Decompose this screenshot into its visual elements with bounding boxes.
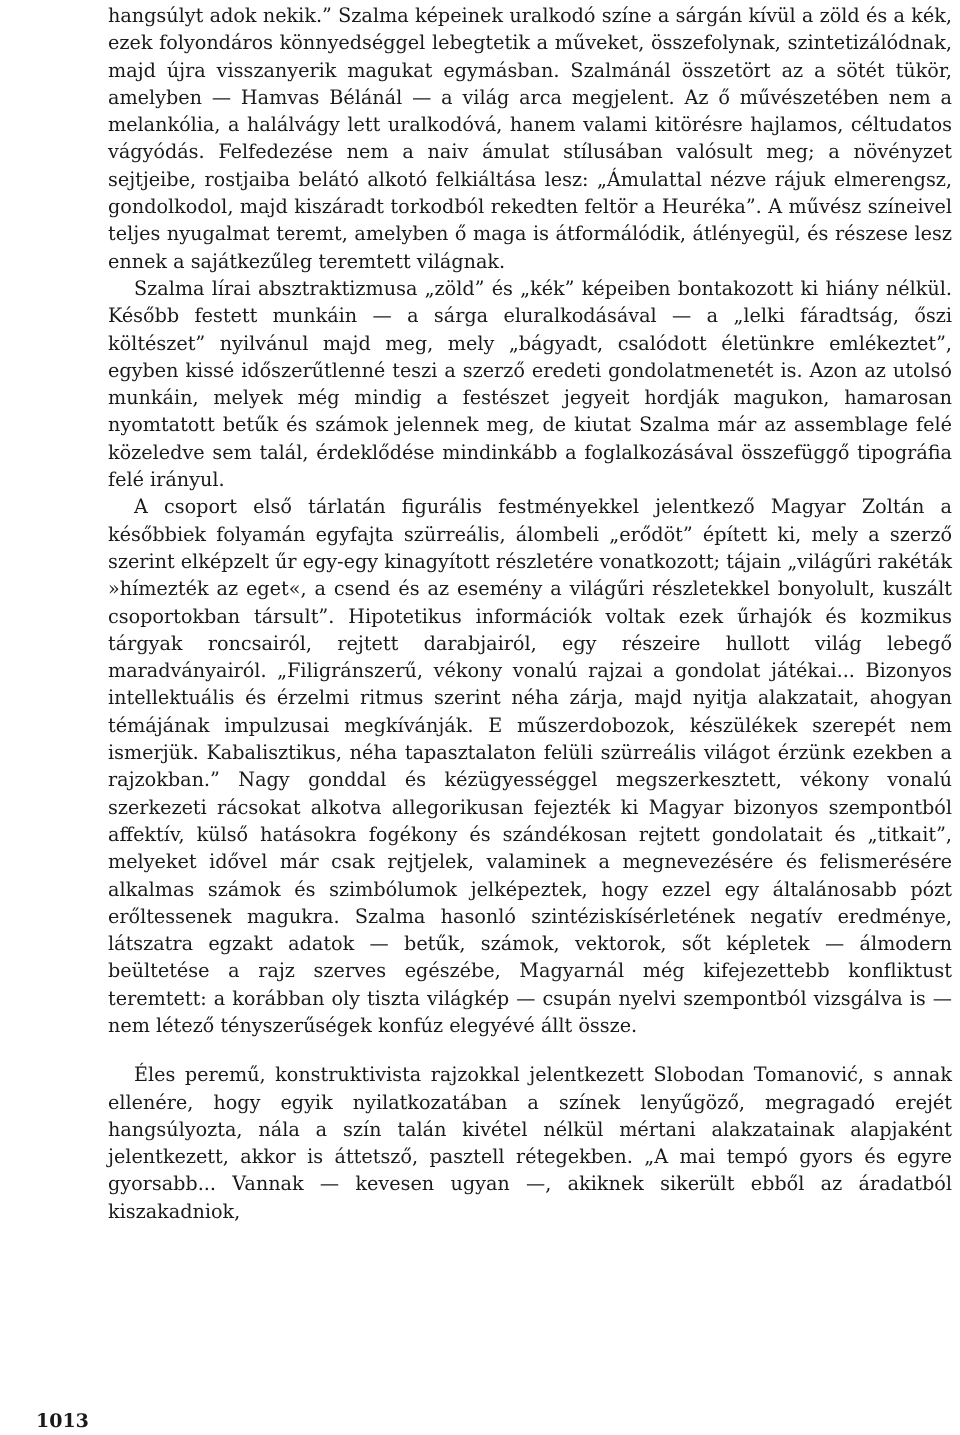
- paragraph-4: Éles peremű, konstruktivista rajzokkal jelentkezett Slobodan Tomanović, s annak ellenére, hogy egyik nyilatkozatában a színek lenyűgöző, megragadó erejét hangsúlyozta, nála a szín talán kivétel nélkül mértani alakzatainak alapjaként jelentkezett, akkor is áttetsző, pasztell rétegekben. „A mai tempó gyors és egyre gyorsabb... Vannak — kevesen ugyan —, akiknek sikerült ebből az áradatból kiszakadniok,: [108, 1063, 952, 1223]
- paragraph-3: A csoport első tárlatán figurális festményekkel jelentkező Magyar Zoltán a későbbiek folyamán egyfajta szürreális, álombeli „erődöt” épített ki, mely a szerző szerint elképzelt űr egy-egy kinagyított részletére vonatkozott; tájain „világűri rakéták »hímezték az eget«, a csend és az esemény a világűri részletekkel bonyolult, kuszált csoportokban társult”. Hipotetikus információk voltak ezek űrhajók és kozmikus tárgyak roncsairól, rejtett darabjairól, egy részeire hullott világ lebegő maradványairól. „Filigránszerű, vékony vonalú rajzai a gondolat játékai... Bizonyos intellektuális és érzelmi ritmus szerint néha zárja, majd nyitja alakzatait, ahogyan témájának impulzusai megkívánják. E műszerdobozok, készülékek szerepét nem ismerjük. Kabalisztikus, néha tapasztalaton felüli szürreális világot érzünk ezekben a rajzokban.” Nagy gonddal és kézügyességgel megszerkesztett, vékony vonalú szerkezeti rácsokat alkotva allegorikusan fejezték ki Magyar bizonyos szempontból affektív, külső hatásokra fogékony és szándékosan rejtett gondolatait és „titkait”, melyeket idővel már csak rejtjelek, valaminek a megnevezésére és felismerésére alkalmas számok és szimbólumok jelképeztek, hogy ezzel egy általánosabb pózt erőltessenek magukra. Szalma hasonló szintéziskísérletének negatív eredménye, látszatra egzakt adatok — betűk, számok, vektorok, sőt képletek — álmodern beültetése a rajz szerves egészébe, Magyarnál még kifejezettebb konfliktust teremtett: a korábban oly tiszta világkép — csupán nyelvi szempontból vizsgálva is — nem létező tényszerűségek konfúz elegyévé állt össze.: [108, 495, 952, 1037]
- page-number: 1013: [36, 1410, 89, 1432]
- paragraph-2: Szalma lírai absztraktizmusa „zöld” és „kék” képeiben bontakozott ki hiány nélkül. Később festett munkáin — a sárga eluralkodásával — a „lelki fáradtság, őszi költészet” nyilvánul majd meg, mely „bágyadt, csalódott életünkre emlékeztet”, egyben kissé időszerűtlenné teszi a szerző eredeti gondolatmenetét is. Azon az utolsó munkáin, melyek még mindig a festészet jegyeit hordják magukon, hamarosan nyomtatott betűk és számok jelennek meg, de kiutat Szalma már az assemblage felé közeledve sem talál, érdeklődése mindinkább a foglalkozásával összefüggő tipográfia felé irányul.: [108, 276, 952, 492]
- paragraph-1: hangsúlyt adok nekik.” Szalma képeinek uralkodó színe a sárgán kívül a zöld és a kék, ezek folyondáros könnyedséggel lebegtetik a műveket, összefolynak, szintetizálódnak, majd újra visszanyerik magukat egymásban. Szalmánál összetört az a sötét tükör, amelyben — Hamvas Bélánál — a világ arca megjelent. Az ő művészetében nem a melankólia, a halálvágy lett uralkodóvá, hanem valami kitörésre hajlamos, céltudatos vágyódás. Felfedezése nem a naiv ámulat stílusában valósult meg; a növényzet sejtjeibe, rostjaiba belátó alkotó felkiáltása lesz: „Ámulattal nézve rájuk elmerengsz, gondolkodol, majd kiszáradt torkodból rekedten feltör a Heuréka”. A művész színeivel teljes nyugalmat teremt, amelyben ő maga is átformálódik, átlényegül, és részese lesz ennek a sajátkezűleg teremtett világnak.: [108, 4, 952, 273]
- body-text: [108, 2, 952, 1225]
